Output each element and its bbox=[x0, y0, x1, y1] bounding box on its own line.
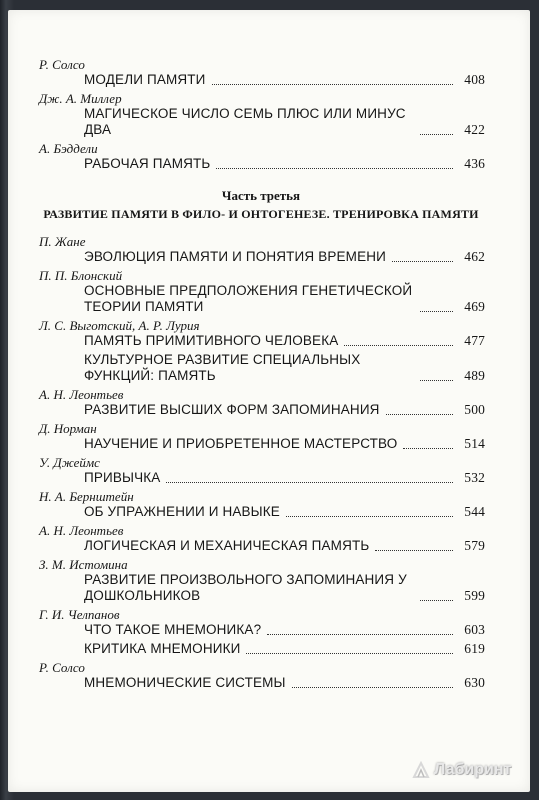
part-label: Часть третья bbox=[221, 188, 301, 203]
toc-list-part3 bbox=[37, 234, 485, 691]
toc-entry bbox=[37, 57, 485, 88]
toc-page-number: 514 bbox=[464, 436, 485, 451]
toc-title: КРИТИКА МНЕМОНИКИ bbox=[84, 641, 241, 656]
toc-title-row bbox=[84, 675, 485, 691]
toc-author: Л. С. Выготский, А. Р. Лурия bbox=[39, 318, 200, 333]
dot-leader bbox=[246, 652, 453, 654]
toc-title: КУЛЬТУРНОЕ РАЗВИТИЕ СПЕЦИАЛЬНЫХ ФУНКЦИЙ: ПАМЯТЬ bbox=[84, 352, 361, 383]
toc-entry bbox=[37, 234, 485, 265]
dot-leader bbox=[420, 599, 453, 601]
dot-leader bbox=[392, 260, 453, 262]
toc-page-number: 619 bbox=[464, 641, 485, 656]
toc-entry bbox=[37, 268, 485, 315]
toc-page-number: 630 bbox=[464, 675, 485, 690]
toc-page-number: 422 bbox=[464, 122, 485, 137]
toc-entry bbox=[37, 421, 485, 452]
toc-entry bbox=[37, 387, 485, 418]
toc-page-number: 603 bbox=[464, 622, 485, 637]
toc-title-row bbox=[84, 538, 485, 554]
toc-list-top bbox=[37, 57, 485, 172]
toc-page-number: 477 bbox=[464, 333, 485, 348]
toc-title-row bbox=[84, 504, 485, 520]
toc-page-number: 579 bbox=[464, 538, 485, 553]
toc-author: Д. Норман bbox=[39, 421, 97, 436]
toc-title: МАГИЧЕСКОЕ ЧИСЛО СЕМЬ ПЛЮС ИЛИ МИНУС ДВА bbox=[84, 106, 406, 137]
toc-entry bbox=[37, 489, 485, 520]
dot-leader bbox=[375, 549, 453, 551]
toc-entry bbox=[37, 641, 485, 657]
toc-entry bbox=[37, 455, 485, 486]
toc-page-number: 462 bbox=[464, 249, 485, 264]
dot-leader bbox=[420, 310, 453, 312]
toc-title-row bbox=[84, 72, 485, 88]
toc-page-number: 436 bbox=[464, 156, 485, 171]
toc-page-number: 544 bbox=[464, 504, 485, 519]
book-page bbox=[8, 10, 530, 792]
toc-title: ЛОГИЧЕСКАЯ И МЕХАНИЧЕСКАЯ ПАМЯТЬ bbox=[84, 538, 370, 553]
toc-entry bbox=[37, 607, 485, 638]
toc-title: ПАМЯТЬ ПРИМИТИВНОГО ЧЕЛОВЕКА bbox=[84, 333, 339, 348]
toc-title: ОБ УПРАЖНЕНИИ И НАВЫКЕ bbox=[84, 504, 280, 519]
toc-entry bbox=[37, 352, 485, 384]
toc-title-row bbox=[84, 572, 485, 604]
dot-leader bbox=[420, 379, 453, 381]
toc-title: РАЗВИТИЕ ПРОИЗВОЛЬНОГО ЗАПОМИНАНИЯ У ДОШКОЛЬНИКОВ bbox=[84, 572, 407, 603]
toc-title-row bbox=[84, 249, 485, 265]
toc-title-row bbox=[84, 106, 485, 138]
labyrinth-logo-icon bbox=[412, 761, 430, 779]
toc-entry bbox=[37, 91, 485, 138]
toc-title: НАУЧЕНИЕ И ПРИОБРЕТЕННОЕ МАСТЕРСТВО bbox=[84, 436, 398, 451]
toc-author: Р. Солсо bbox=[39, 57, 85, 72]
toc-title: МОДЕЛИ ПАМЯТИ bbox=[84, 72, 206, 87]
watermark bbox=[412, 758, 524, 782]
dot-leader bbox=[267, 633, 453, 635]
toc-author: П. Жане bbox=[39, 234, 86, 249]
toc-title-row bbox=[84, 641, 485, 657]
dot-leader bbox=[212, 83, 453, 85]
toc-entry bbox=[37, 660, 485, 691]
toc-title-row bbox=[84, 622, 485, 638]
toc-title: ПРИВЫЧКА bbox=[84, 470, 161, 485]
toc-author: Р. Солсо bbox=[39, 660, 85, 675]
toc-page-number: 532 bbox=[464, 470, 485, 485]
toc-author: З. М. Истомина bbox=[39, 557, 128, 572]
toc-entry bbox=[37, 318, 485, 349]
table-of-contents bbox=[37, 57, 485, 694]
toc-page-number: 500 bbox=[464, 402, 485, 417]
toc-author: Н. А. Бернштейн bbox=[39, 489, 134, 504]
toc-author: У. Джеймс bbox=[39, 455, 100, 470]
dot-leader bbox=[292, 686, 453, 688]
toc-author: Г. И. Челпанов bbox=[39, 607, 120, 622]
toc-title: ЧТО ТАКОЕ МНЕМОНИКА? bbox=[84, 622, 262, 637]
toc-title-row bbox=[84, 402, 485, 418]
dot-leader bbox=[403, 447, 453, 449]
dot-leader bbox=[166, 481, 453, 483]
toc-page-number: 599 bbox=[464, 588, 485, 603]
dot-leader bbox=[286, 515, 453, 517]
toc-author: П. П. Блонский bbox=[39, 268, 123, 283]
toc-title-row bbox=[84, 352, 485, 384]
dot-leader bbox=[386, 413, 453, 415]
toc-author: А. Н. Леонтьев bbox=[39, 523, 124, 538]
toc-title: ЭВОЛЮЦИЯ ПАМЯТИ И ПОНЯТИЯ ВРЕМЕНИ bbox=[84, 249, 386, 264]
dot-leader bbox=[420, 133, 453, 135]
toc-title-row bbox=[84, 436, 485, 452]
part-title: РАЗВИТИЕ ПАМЯТИ В ФИЛО- И ОНТОГЕНЕЗЕ. ТРЕНИРОВКА ПАМЯТИ bbox=[43, 207, 479, 221]
toc-title: РАЗВИТИЕ ВЫСШИХ ФОРМ ЗАПОМИНАНИЯ bbox=[84, 402, 380, 417]
watermark-text: Лабиринт bbox=[434, 761, 512, 778]
toc-page-number: 489 bbox=[464, 368, 485, 383]
toc-author: А. Бэддели bbox=[39, 141, 98, 156]
dot-leader bbox=[216, 167, 453, 169]
toc-title: РАБОЧАЯ ПАМЯТЬ bbox=[84, 156, 211, 171]
toc-author: А. Н. Леонтьев bbox=[39, 387, 124, 402]
toc-entry bbox=[37, 557, 485, 604]
toc-title-row bbox=[84, 283, 485, 315]
toc-entry bbox=[37, 523, 485, 554]
toc-entry bbox=[37, 141, 485, 172]
dot-leader bbox=[344, 344, 453, 346]
toc-title: ОСНОВНЫЕ ПРЕДПОЛОЖЕНИЯ ГЕНЕТИЧЕСКОЙ ТЕОРИИ ПАМЯТИ bbox=[84, 283, 413, 314]
toc-author: Дж. А. Миллер bbox=[39, 91, 122, 106]
toc-page-number: 469 bbox=[464, 299, 485, 314]
toc-title-row bbox=[84, 333, 485, 349]
toc-title: МНЕМОНИЧЕСКИЕ СИСТЕМЫ bbox=[84, 675, 286, 690]
toc-title-row bbox=[84, 470, 485, 486]
toc-page-number: 408 bbox=[464, 72, 485, 87]
toc-title-row bbox=[84, 156, 485, 172]
